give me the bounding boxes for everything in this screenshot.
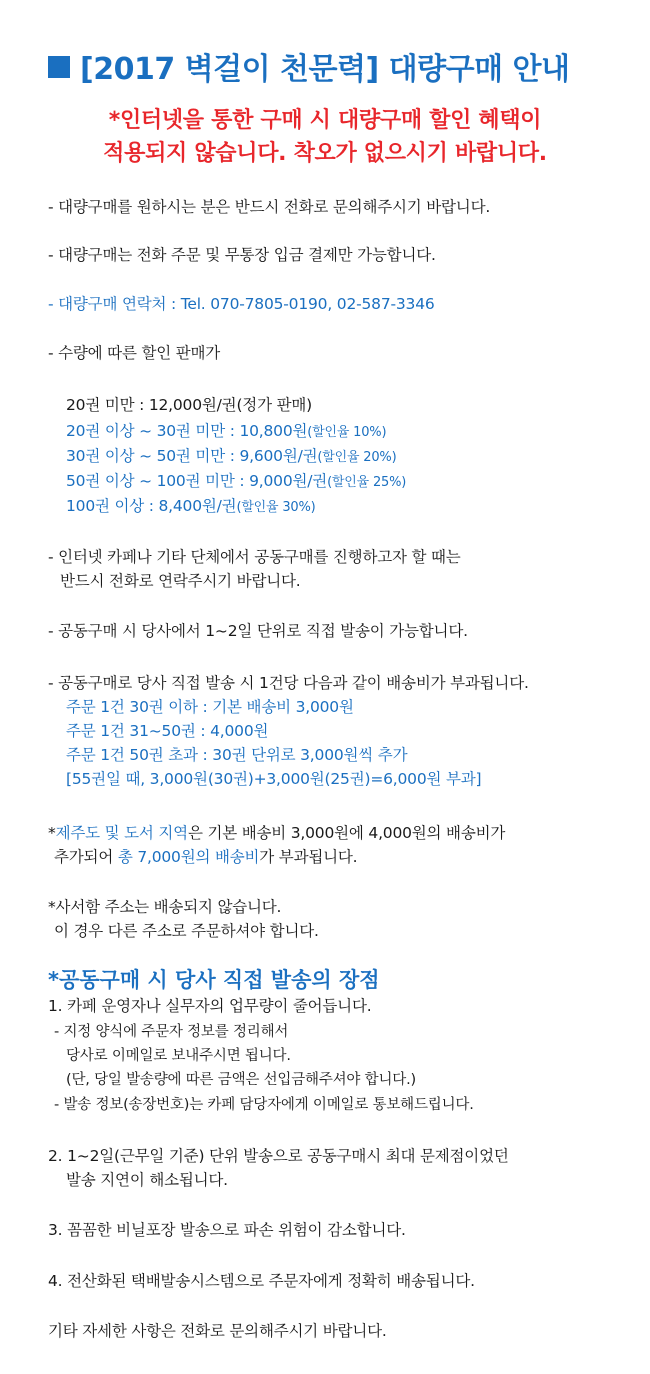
footer-note: 기타 자세한 사항은 전화로 문의해주시기 바랍니다. [48,1322,387,1340]
benefits-heading: *공동구매 시 당사 직접 발송의 장점 [48,968,380,992]
direct-ship-line: - 공동구매 시 당사에서 1~2일 단위로 직접 발송이 가능합니다. [48,622,468,640]
square-bullet-icon [48,56,70,78]
group-buy-line-2: 반드시 전화로 연락주시기 바랍니다. [60,572,301,590]
benefit-1-detail: - 지정 양식에 주문자 정보를 정리해서 [54,1024,289,1040]
pobox-line-1: *사서함 주소는 배송되지 않습니다. [48,898,282,916]
shipping-rule: 주문 1건 30권 이하 : 기본 배송비 3,000원 [66,698,354,716]
benefit-1-detail: - 발송 정보(송장번호)는 카페 담당자에게 이메일로 통보해드립니다. [54,1097,474,1113]
discount-row: 20권 미만 : 12,000원/권(정가 판매) [66,396,312,414]
benefit-1-detail: (단, 당일 발송량에 따른 금액은 선입금해주셔야 합니다.) [66,1072,416,1088]
notice-line-1: *인터넷을 통한 구매 시 대량구매 할인 혜택이 [108,108,542,133]
shipping-heading: - 공동구매로 당사 직접 발송 시 1건당 다음과 같이 배송비가 부과됩니다. [48,674,529,692]
discount-row: 100권 이상 : 8,400원/권(할인율 30%) [66,497,316,515]
benefit-1: 1. 카페 운영자나 실무자의 업무량이 줄어듭니다. [48,997,372,1015]
benefit-4: 4. 전산화된 택배발송시스템으로 주문자에게 정확히 배송됩니다. [48,1272,475,1290]
jeju-line-2: 추가되어 총 7,000원의 배송비가 부과됩니다. [54,848,358,866]
discount-row: 50권 이상 ~ 100권 미만 : 9,000원/권(할인율 25%) [66,472,407,490]
shipping-rule: 주문 1건 50권 초과 : 30권 단위로 3,000원씩 추가 [66,746,408,764]
notice-line-2: 적용되지 않습니다. 착오가 없으시기 바랍니다. [103,141,547,166]
page-title: [2017 벽걸이 천문력] 대량구매 안내 [48,44,569,88]
intro-line-1: - 대량구매를 원하시는 분은 반드시 전화로 문의해주시기 바랍니다. [48,198,491,216]
shipping-rule: [55권일 때, 3,000원(30권)+3,000원(25권)=6,000원 부과] [66,770,482,788]
shipping-rule: 주문 1건 31~50권 : 4,000원 [66,722,269,740]
intro-line-2: - 대량구매는 전화 주문 및 무통장 입금 결제만 가능합니다. [48,246,436,264]
jeju-line-1: *제주도 및 도서 지역은 기본 배송비 3,000원에 4,000원의 배송비가 [48,824,506,842]
pobox-line-2: 이 경우 다른 주소로 주문하셔야 합니다. [54,922,319,940]
benefit-2-line-2: 발송 지연이 해소됩니다. [66,1171,228,1189]
discount-row: 30권 이상 ~ 50권 미만 : 9,600원/권(할인율 20%) [66,447,397,465]
benefit-2-line-1: 2. 1~2일(근무일 기준) 단위 발송으로 공동구매시 최대 문제점이었던 [48,1147,509,1165]
contact-line: - 대량구매 연락처 : Tel. 070-7805-0190, 02-587-3346 [48,295,435,313]
benefit-3: 3. 꼼꼼한 비닐포장 발송으로 파손 위험이 감소합니다. [48,1221,406,1239]
benefit-1-detail: 당사로 이메일로 보내주시면 됩니다. [66,1048,291,1064]
warning-notice [0,104,650,170]
discount-row: 20권 이상 ~ 30권 미만 : 10,800원(할인율 10%) [66,422,387,440]
discount-heading: - 수량에 따른 할인 판매가 [48,344,221,362]
group-buy-line-1: - 인터넷 카페나 기타 단체에서 공동구매를 진행하고자 할 때는 [48,548,461,566]
